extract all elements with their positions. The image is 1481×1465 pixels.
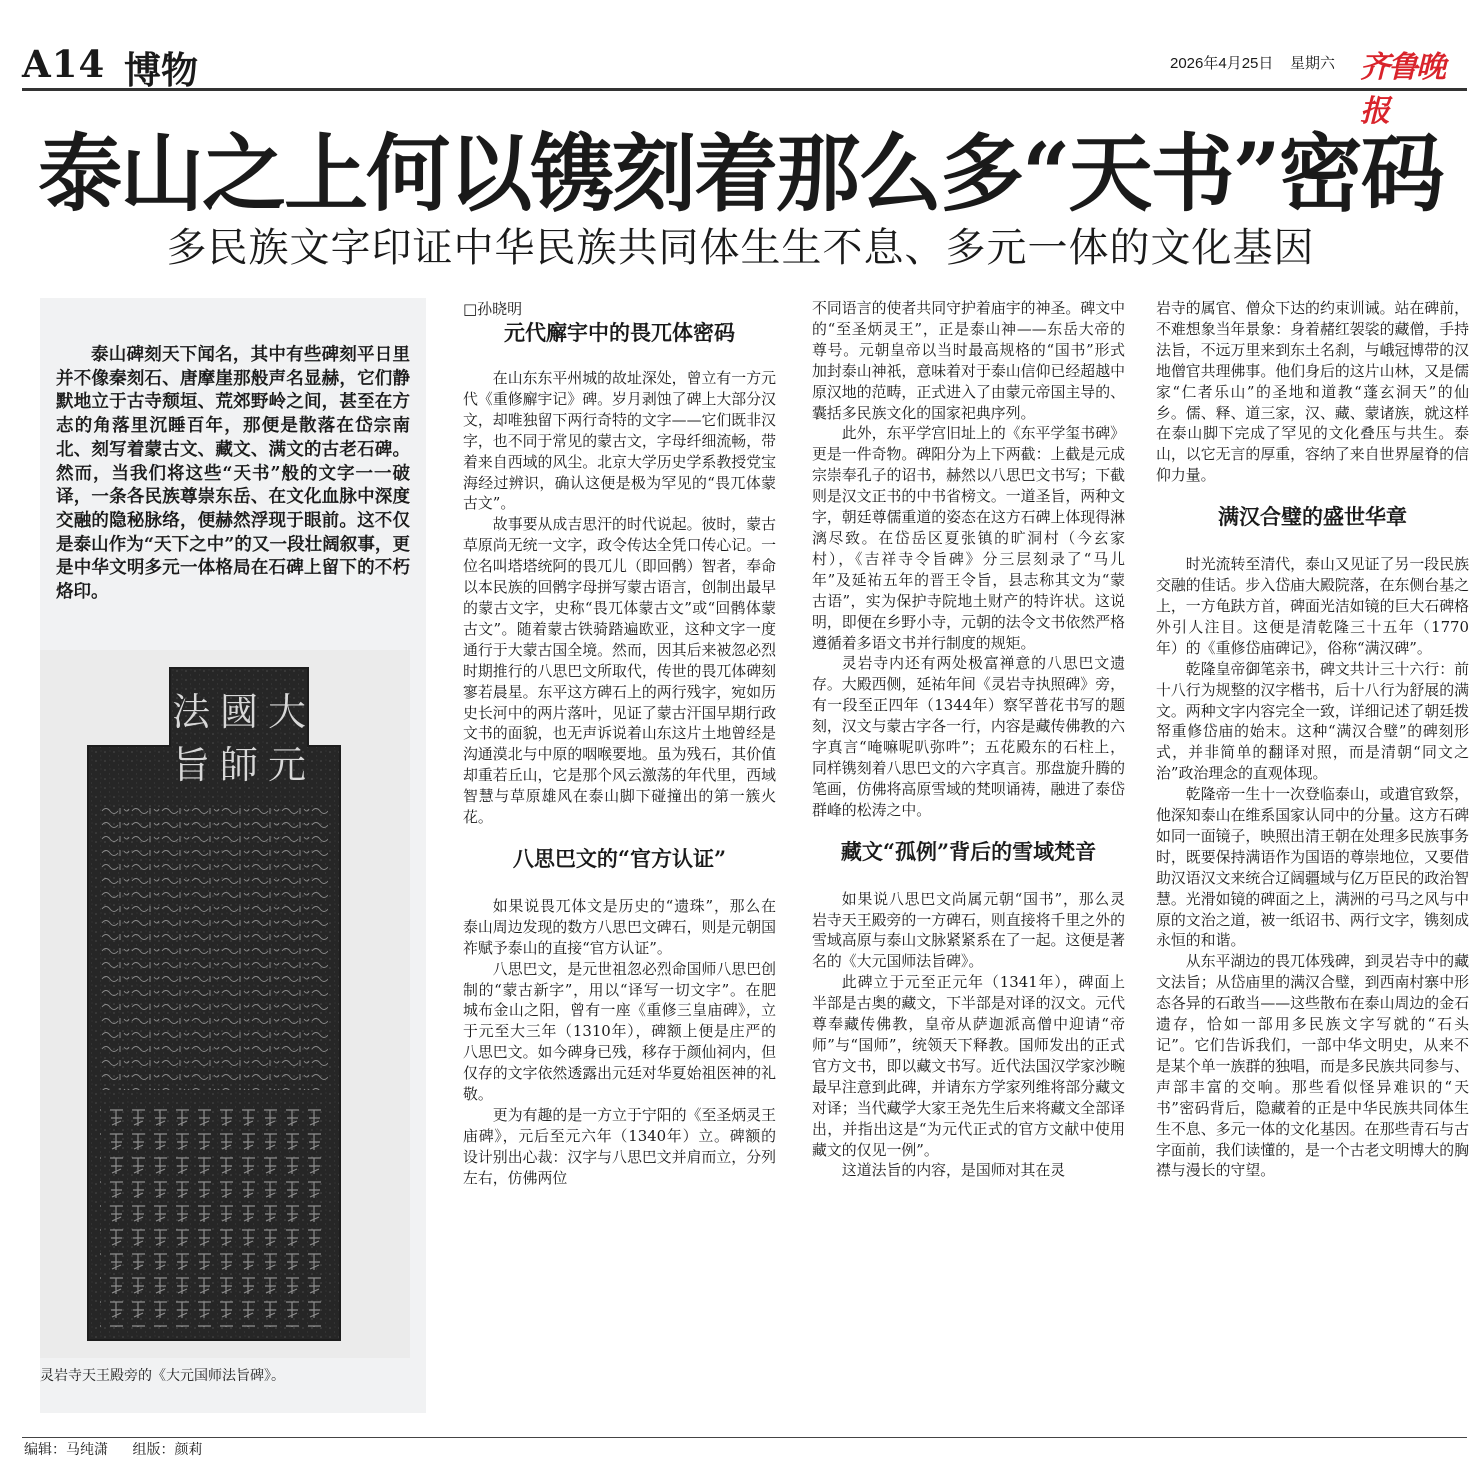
seal-char-2: 國 (220, 690, 259, 734)
chinese-inscription (100, 1102, 328, 1327)
body-paragraph: 乾隆皇帝御笔亲书，碑文共计三十六行：前十八行为规整的汉字楷书，后十八行为舒展的满文。两种文字内容完全一致，详细记述了朝廷拨帑重修岱庙的始末。这种“满汉合璧”的碑刻形式，并非简单的翻译对照，而是清朝“同文之治”政治理念的直观体现。 (1156, 659, 1469, 783)
body-paragraph: 更为有趣的是一方立于宁阳的《至圣炳灵王庙碑》，元后至元六年（1340年）立。碑额的设计别出心裁：汉字与八思巴文并肩而立，分列左右，仿佛两位 (463, 1106, 776, 1187)
masthead (22, 38, 1467, 129)
credits (24, 1441, 222, 1459)
publication-date: 2026年4月25日 (1170, 55, 1274, 72)
body-paragraph: 这道法旨的内容，是国师对其在灵 (841, 1161, 1066, 1180)
seal-char-3: 元 (268, 743, 307, 787)
newspaper-logo: 齐鲁晚报 (1360, 50, 1444, 129)
body-paragraph: 岩寺的属官、僧众下达的约束训诫。站在碑前，不难想象当年景象：身着赭红袈裟的藏僧，手持法旨，不远万里来到东土名刹，与峨冠博带的汉地僧官共理佛事。他们身后的这片山林，又是儒家“仁者乐山”的圣地和道教“蓬玄洞天”的仙乡。儒、释、道三家，汉、藏、蒙诸族，就这样在泰山脚下完成了罕见的文化叠压与共生。泰山，以它无言的厚重，容纳了来自世界屋脊的信仰力量。 (1156, 299, 1469, 485)
subheading-tibetan: 藏文“孤例”背后的雪域梵音 (840, 838, 1097, 864)
body-paragraph: 乾隆帝一生十一次登临泰山，或遣官致祭，他深知泰山在维系国家认同中的分量。这方石碑如同一面镜子，映照出清王朝在处理多民族事务时，既要保持满语作为国语的尊崇地位，又要借助汉语汉文来统合辽阔疆域与亿万臣民的政治智慧。光滑如镜的碑面之上，满洲的弓马之风与中原的文治之道，被一纸诏书、两行文字，镌刻成永恒的和谐。 (1156, 785, 1469, 950)
editor-credit: 编辑：马纯潇 (24, 1442, 108, 1458)
lead-panel (40, 298, 426, 1413)
subheading-manchu-chinese: 满汉合璧的盛世华章 (1218, 504, 1407, 530)
page-number: A14 (22, 42, 106, 86)
body-paragraph: 如果说畏兀体文是历史的“遗珠”，那么在泰山周边发现的数方八思巴文碑石，则是元朝国祚赋予泰山的直接“官方认证”。 (463, 896, 776, 957)
subheadline: 多民族文字印证中华民族共同体生生不息、多元一体的文化基因 (166, 225, 1315, 271)
subheading-phags-pa: 八思巴文的“官方认证” (512, 845, 727, 871)
body-paragraph: 从东平湖边的畏兀体残碑，到灵岩寺中的藏文法旨；从岱庙里的满汉合璧，到西南村寨中形态各异的石敢当——这些散布在泰山周边的金石遗存，恰如一部用多民族文字写就的“石头记”。它们告诉我们，一部中华文明史，从来不是某个单一族群的独唱，而是多民族共同参与、声部丰富的交响。那些看似怪异难识的“天书”密码背后，隐藏着的正是中华民族共同体生生不息、多元一体的文化基因。在那些青石与古字面前，我们读懂的，是一个古老文明博大的胸襟与漫长的守望。 (1156, 952, 1469, 1180)
body-paragraph: 时光流转至清代，泰山又见证了另一段民族交融的佳话。步入岱庙大殿院落，在东侧台基之上，一方龟趺方首，碑面光洁如镜的巨大石碑格外引人注目。这便是清乾隆三十五年（1770年）的《重修岱庙碑记》，俗称“满汉碑”。 (1156, 555, 1469, 657)
byline: □孙晓明 (463, 300, 523, 318)
body-paragraph: 在山东东平州城的故址深处，曾立有一方元代《重修廨宇记》碑。岁月剥蚀了碑上大部分汉文，却唯独留下两行奇特的文字——它们既非汉字，也不同于常见的蒙古文，字母纤细流畅，带着来自西域的风尘。北京大学历史学系教授党宝海经过辨识，确认这便是极为罕见的“畏兀体蒙古文”。 (463, 369, 776, 513)
body-paragraph: 如果说八思巴文尚属元朝“国书”，那么灵岩寺天王殿旁的一方碑石，则直接将千里之外的雪域高原与泰山文脉紧紧系在了一起。这便是著名的《大元国师法旨碑》。 (812, 889, 1125, 971)
headline: 泰山之上何以镌刻着那么多“天书”密码 (38, 124, 1443, 223)
lead-paragraph: 泰山碑刻天下闻名，其中有些碑刻平日里并不像秦刻石、唐摩崖那般声名显赫，它们静默地立于古寺颓垣、荒郊野岭之间，甚至在方志的角落里沉睡百年，那便是散落在岱宗南北、刻写着蒙古文、藏文、满文的古老石碑。然而，当我们将这些“天书”般的文字一一破译，一条各民族尊崇东岳、在文化血脉中深度交融的隐秘脉络，便赫然浮现于眼前。这不仅是泰山作为“天下之中”的又一段壮阔叙事，更是中华文明多元一体格局在石碑上留下的不朽烙印。 (56, 345, 410, 603)
body-paragraph: 八思巴文，是元世祖忽必烈命国师八思巴创制的“蒙古新字”，用以“译写一切文字”。在肥城布金山之阳，曾有一座《重修三皇庙碑》，立于元至大三年（1310年），碑额上便是庄严的八思巴文。如今碑身已残，移存于颜仙祠内，但仅存的文字依然透露出元廷对华夏始祖医神的礼敬。 (463, 959, 776, 1104)
body-paragraph: 此碑立于元至正元年（1341年），碑面上半部是古奥的藏文，下半部是对译的汉文。元代尊奉藏传佛教，皇帝从萨迦派高僧中迎请“帝师”与“国师”，统领天下释教。国师发出的正式官方文书，即以藏文书写。近代法国汉学家沙畹最早注意到此碑，并请东方学家列维将部分藏文对译；当代藏学大家王尧先生后来将藏文全部译出，并指出这是“为元代正式的官方文献中使用藏文的仅见一例”。 (812, 973, 1125, 1159)
layout-credit: 组版：颜莉 (132, 1442, 203, 1458)
section-name: 博物 (124, 48, 198, 92)
article-column-2 (812, 298, 1125, 1181)
body-paragraph: 故事要从成吉思汗的时代说起。彼时，蒙古草原尚无统一文字，政令传达全凭口传心记。一位名叫塔塔统阿的畏兀儿（即回鹘）智者，奉命以本民族的回鹘字母拼写蒙古语言，创制出最早的蒙古文字，史称“畏兀体蒙古文”或“回鹘体蒙古文”。随着蒙古铁骑踏遍欧亚，这种文字一度通行于大蒙古国全境。然而，因其后来被忽必烈时期推行的八思巴文所取代，传世的畏兀体碑刻寥若晨星。东平这方碑石上的两行残字，宛如历史长河中的两片落叶，见证了蒙古汗国早期行政文书的面貌，也无声诉说着山东这片土地曾经是沟通漠北与中原的咽喉要地。虽为残石，其价值却重若丘山，它是那个风云激荡的年代里，西域智慧与草原雄风在泰山脚下碰撞出的第一簇火花。 (463, 515, 776, 827)
seal-char-4: 師 (220, 743, 259, 787)
weekday: 星期六 (1290, 55, 1336, 72)
body-paragraph: 不同语言的使者共同守护着庙宇的神圣。碑文中的“至圣炳灵王”，正是泰山神——东岳大帝的尊号。元朝皇帝以当时最高规格的“国书”形式加封泰山神祇，意味着对于泰山信仰已经超越中原汉地的范畴，正式进入了由蒙元帝国主导的、囊括多民族文化的国家祀典序列。 (812, 299, 1125, 422)
article-column-1 (463, 298, 776, 1189)
subheading-uyghur-script: 元代廨宇中的畏兀体密码 (504, 320, 735, 345)
header-rule (22, 88, 1467, 91)
body-paragraph: 此外，东平学宫旧址上的《东平学玺书碑》更是一件奇物。碑阳分为上下两截：上截是元成宗崇奉孔子的诏书，赫然以八思巴文书写；下截则是汉文正书的中书省榜文。一道圣旨，两种文字，朝廷尊儒重道的姿态在这方石碑上体现得淋漓尽致。在岱岳区夏张镇的旷洞村（今玄家村），《吉祥寺令旨碑》分三层刻录了“马儿年”及延祐五年的晋王令旨，县志称其文为“蒙古语”，实为保护寺院地土财产的特许状。这说明，即便在乡野小寺，元朝的法令文书依然严格遵循着多语文书并行制度的规矩。 (812, 424, 1125, 652)
seal-char-1: 大 (268, 690, 307, 734)
seal-char-6: 法 (172, 690, 211, 734)
stele-rubbing-photo (40, 650, 410, 1358)
tibetan-inscription (100, 800, 328, 1090)
footer-rule (22, 1437, 1467, 1438)
seal-char-5: 旨 (172, 743, 211, 787)
body-paragraph: 灵岩寺内还有两处极富禅意的八思巴文遗存。大殿西侧，延祐年间《灵岩寺执照碑》旁，有一段至正四年（1344年）察罕普花书写的题刻，汉文与蒙古字各一行，内容是藏传佛教的六字真言“唵嘛呢叭弥吽”；五花殿东的石柱上，同样镌刻着八思巴文的六字真言。那盘旋升腾的笔画，仿佛将高原雪域的梵呗诵祷，融进了泰岱群峰的松涛之中。 (812, 654, 1125, 819)
article-column-3 (1156, 298, 1469, 1181)
photo-caption: 灵岩寺天王殿旁的《大元国师法旨碑》。 (40, 1368, 285, 1384)
